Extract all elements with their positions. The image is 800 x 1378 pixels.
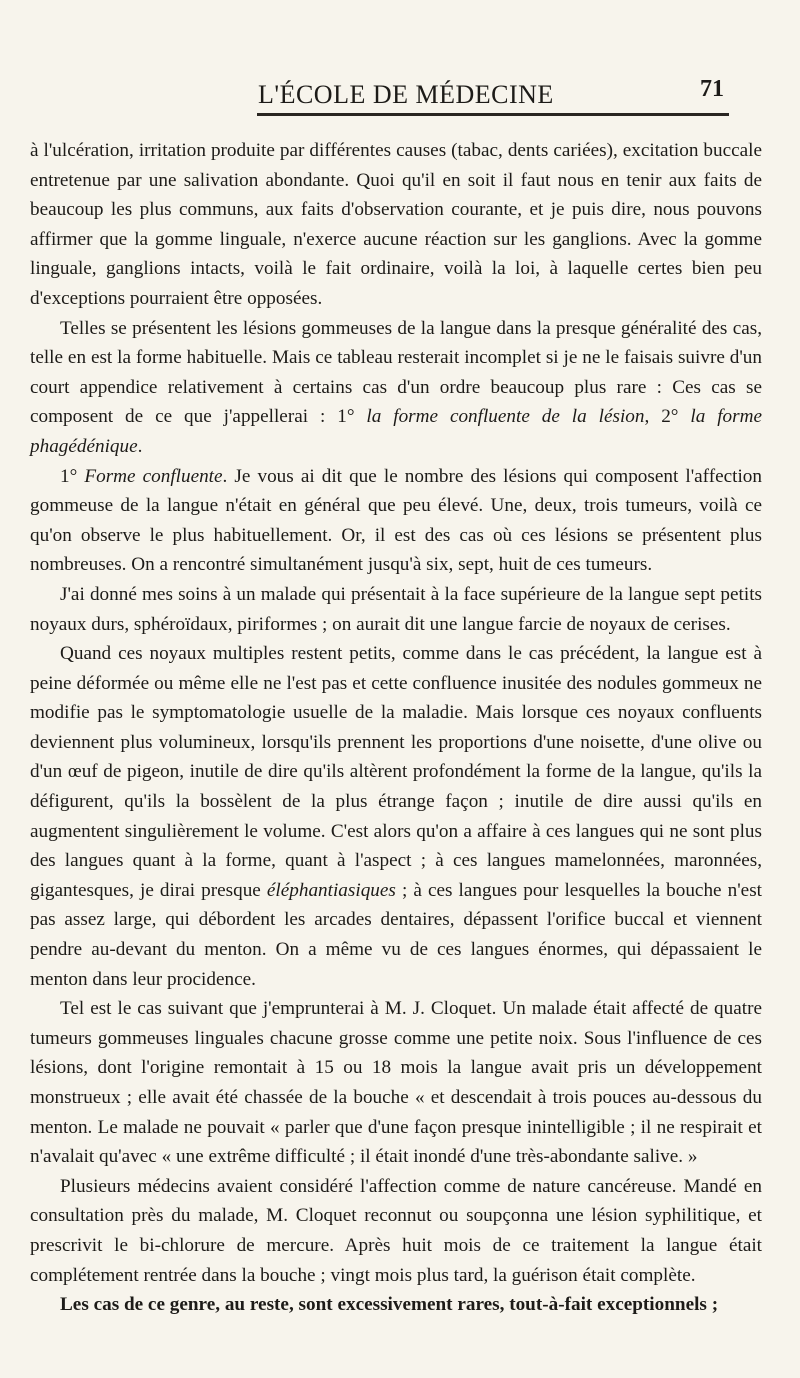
paragraph-5-text-a: Quand ces noyaux multiples restent petits, comme dans le cas précédent, la langue est à peine déformée ou même elle ne l'est pas et cette confluence inusitée des nodules gommeux ne modifie pas le symptomatologie usuelle de la maladie. Mais lorsque ces noyaux confluents deviennent plus volumineux, lorsqu'ils prennent les proportions d'une noisette, d'une olive ou d'un œuf de pigeon, inutile de dire qu'ils altèrent profondément la forme de la langue, qu'ils la défigurent, qu'ils la bossèlent de la plus étrange façon ; inutile de dire aussi qu'ils en augmentent singulièrement le volume. C'est alors qu'on a affaire à ces langues qui ne sont plus des langues quant à la forme, quant à l'aspect ; à ces langues mamelonnées, maronnées, gigantesques, je dirai presque bbox=[30, 643, 762, 901]
paragraph-4: J'ai donné mes soins à un malade qui présentait à la face supérieure de la langue sept petits noyaux durs, sphéroïdaux, piriformes ; on aurait dit une langue farcie de noyaux de cerises. bbox=[30, 583, 762, 635]
paragraph-6: Tel est le cas suivant que j'emprunterai à M. J. Cloquet. Un malade était affecté de quatre tumeurs gommeuses linguales chacune grosse comme une petite noix. Sous l'influence de ces lésions, dont l'origine remontait à 15 ou 18 mois la langue avait pris un développement monstrueux ; elle avait été chassée de la bouche « et descendait à trois pouces au-dessous du menton. Le malade ne pouvait « parler que d'une façon presque inintelligible ; il ne respirait et n'avalait qu'avec « une extrême difficulté ; il était inondé d'une très-abondante salive. » bbox=[30, 998, 762, 1168]
paragraph-7: Plusieurs médecins avaient considéré l'affection comme de nature cancéreuse. Mandé en consultation près du malade, M. Cloquet reconnut ou soupçonna une lésion syphilitique, et prescrivit le bi-chlorure de mercure. Après huit mois de ce traitement la langue était complétement rentrée dans la bouche ; vingt mois plus tard, la guérison était complète. bbox=[30, 1175, 762, 1286]
paragraph-2 bbox=[30, 314, 762, 462]
page-number: 71 bbox=[700, 76, 724, 102]
header-rule bbox=[257, 113, 729, 116]
paragraph-3 bbox=[30, 462, 762, 580]
paragraph-3-text: . Je vous ai dit que le nombre des lésions qui composent l'affection gommeuse de la langue n'était en général que peu élevé. Une, deux, trois tumeurs, voilà ce qu'on observe le plus habituellement. Or, il est des cas où ces lésions se présentent plus nombreuses. On a rencontré simultanément jusqu'à six, sept, huit de ces tumeurs. bbox=[30, 465, 762, 576]
body-text bbox=[30, 136, 762, 1320]
paragraph-5-text-b: ; à ces langues pour lesquelles la bouche n'est pas assez large, qui débordent les arcades dentaires, dépassent l'orifice buccal et viennent pendre au-devant du menton. On a même vu de ces langues énormes, qui dépassaient le menton dans leur procidence. bbox=[30, 879, 762, 990]
paragraph-2-separator: , 2° bbox=[644, 406, 679, 428]
paragraph-5-italic: éléphantiasiques bbox=[266, 879, 396, 901]
paragraph-8: Les cas de ce genre, au reste, sont excessivement rares, tout-à-fait exceptionnels ; bbox=[60, 1294, 719, 1316]
paragraph-2-italic-2: la forme phagédénique bbox=[30, 406, 762, 457]
paragraph-2-text: Telles se présentent les lésions gommeuses de la langue dans la presque généralité des cas, telle en est la forme habituelle. Mais ce tableau resterait incomplet si je ne le faisais suivre d'un court appendice relativement à certains cas d'un ordre beaucoup plus rare : Ces cas se composent de ce que j'appellerai : 1° bbox=[30, 317, 762, 428]
paragraph-2-italic-1: la forme confluente de la lésion bbox=[366, 406, 645, 428]
paragraph-3-heading: Forme confluente bbox=[84, 465, 223, 487]
paragraph-2-end: . bbox=[137, 435, 143, 457]
paragraph-3-number: 1° bbox=[60, 465, 78, 487]
paragraph-5 bbox=[30, 639, 762, 994]
paragraph-1: à l'ulcération, irritation produite par différentes causes (tabac, dents cariées), excitation buccale entretenue par une salivation abondante. Quoi qu'il en soit il faut nous en tenir aux faits de beaucoup les plus communs, aux faits d'observation courante, et je puis dire, nous pouvons affirmer que la gomme linguale, n'exerce aucune réaction sur les ganglions. Avec la gomme linguale, ganglions intacts, voilà le fait ordinaire, voilà la loi, à laquelle certes bien peu d'exceptions pourraient être opposées. bbox=[30, 140, 762, 309]
running-title: L'ÉCOLE DE MÉDECINE bbox=[258, 80, 554, 109]
